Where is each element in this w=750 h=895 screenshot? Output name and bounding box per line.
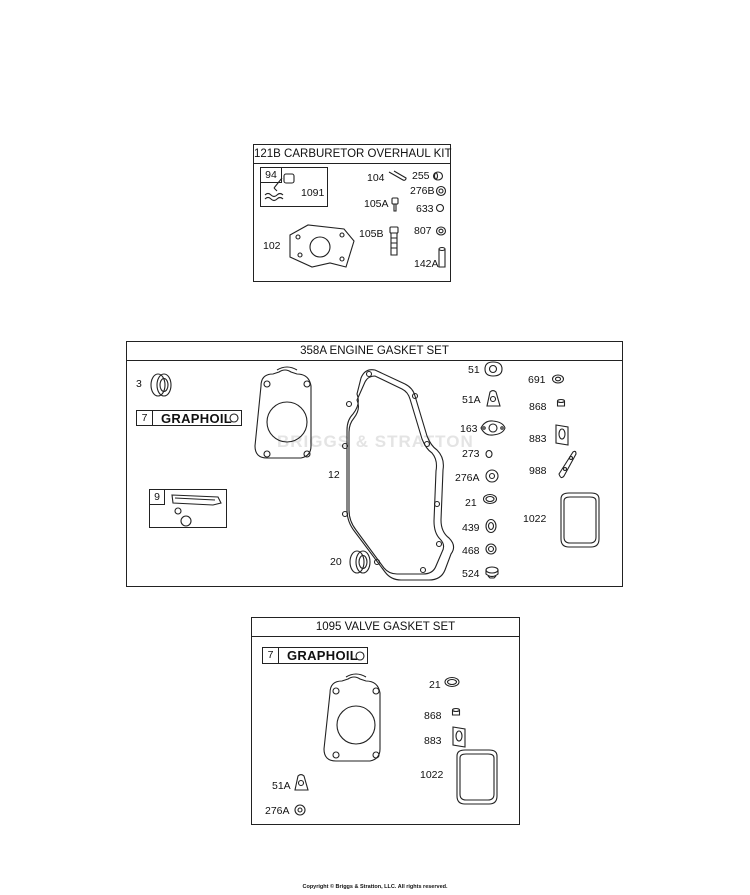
seal-691-part-icon[interactable]: [551, 373, 565, 385]
copyright-footer: Copyright © Briggs & Stratton, LLC. All rights reserved.: [302, 884, 448, 890]
part-label-1022[interactable]: 1022: [523, 513, 547, 525]
engine-gasket-set-title: 358A ENGINE GASKET SET: [127, 342, 622, 361]
valve-washer-276a-part-icon[interactable]: [293, 803, 307, 817]
part-7-graphoil-box[interactable]: [136, 410, 242, 426]
cylinder-head-gasket-part-icon[interactable]: [251, 366, 331, 474]
plug-part-icon[interactable]: [432, 170, 444, 182]
valve-seal-21-part-icon[interactable]: [443, 675, 461, 689]
spring-clip-part-icon[interactable]: [387, 169, 409, 183]
emulsion-tube-part-icon[interactable]: [387, 225, 401, 259]
carburetor-gasket-part-icon[interactable]: [284, 223, 356, 271]
breather-gasket-part-icon[interactable]: [167, 491, 227, 527]
washer-part-icon[interactable]: [435, 185, 447, 197]
gasket-883-part-icon[interactable]: [552, 422, 572, 448]
part-label-633[interactable]: 633: [416, 203, 434, 215]
jet-part-icon[interactable]: [389, 197, 401, 213]
part-label-276a[interactable]: 276A: [455, 472, 480, 484]
part-label-883[interactable]: 883: [529, 433, 547, 445]
o-ring-part-icon[interactable]: [435, 203, 445, 213]
engine-gasket-set-panel: [126, 341, 623, 587]
valve-gasket-51a-part-icon[interactable]: [292, 772, 310, 794]
part-label-468[interactable]: 468: [462, 545, 480, 557]
part-label-104[interactable]: 104: [367, 172, 385, 184]
part-label-988[interactable]: 988: [529, 465, 547, 477]
part-label-163[interactable]: 163: [460, 423, 478, 435]
part-9-number: 9: [150, 490, 165, 505]
part-label-102[interactable]: 102: [263, 240, 281, 252]
valve-part-label-883[interactable]: 883: [424, 735, 442, 747]
part-label-691[interactable]: 691: [528, 374, 546, 386]
part-label-142a[interactable]: 142A: [414, 258, 439, 270]
part-label-105a[interactable]: 105A: [364, 198, 389, 210]
pto-oil-seal-part-icon[interactable]: [346, 547, 374, 577]
valve-cover-gasket-1022-part-icon[interactable]: [449, 746, 503, 808]
part-label-439[interactable]: 439: [462, 522, 480, 534]
part-label-51a[interactable]: 51A: [462, 394, 481, 406]
seal-468-part-icon[interactable]: [484, 542, 498, 556]
valve-part-label-868[interactable]: 868: [424, 710, 442, 722]
plug-524-part-icon[interactable]: [484, 564, 500, 580]
valve-seal-868-part-icon[interactable]: [555, 398, 567, 410]
part-label-51[interactable]: 51: [468, 364, 480, 376]
valve-part-7-number: 7: [263, 648, 279, 663]
valve-part-label-21[interactable]: 21: [429, 679, 441, 691]
carburetor-kit-title: 121B CARBURETOR OVERHAUL KIT: [254, 145, 450, 164]
exhaust-gasket-part-icon[interactable]: [478, 418, 508, 438]
seal-21-part-icon[interactable]: [482, 493, 498, 505]
part-label-273[interactable]: 273: [462, 448, 480, 460]
valve-graphoil-brand: GRAPHOIL: [287, 648, 359, 663]
valve-gasket-set-title: 1095 VALVE GASKET SET: [252, 618, 519, 637]
gasket-988-part-icon[interactable]: [553, 448, 579, 480]
part-label-1091[interactable]: 1091: [301, 187, 325, 199]
oil-seal-part-icon[interactable]: [147, 370, 175, 400]
part-label-255[interactable]: 255: [412, 170, 430, 182]
registered-mark-icon: [229, 413, 239, 423]
seal-part-icon[interactable]: [435, 225, 447, 237]
part-label-3[interactable]: 3: [136, 378, 142, 390]
valve-registered-mark-icon: [355, 651, 365, 661]
part-label-276b[interactable]: 276B: [410, 185, 435, 197]
graphoil-brand: GRAPHOIL: [161, 411, 233, 426]
valve-head-gasket-part-icon[interactable]: [320, 673, 400, 773]
valve-part-label-1022[interactable]: 1022: [420, 769, 444, 781]
valve-part-label-276a[interactable]: 276A: [265, 805, 290, 817]
part-7-number: 7: [137, 411, 153, 425]
carburetor-overhaul-kit-panel: [253, 144, 451, 282]
washer-276a-part-icon[interactable]: [484, 468, 500, 484]
part-label-868[interactable]: 868: [529, 401, 547, 413]
part-94-number: 94: [261, 168, 282, 183]
seal-439-part-icon[interactable]: [484, 518, 498, 534]
washer-273-part-icon[interactable]: [484, 449, 494, 459]
gasket-51a-part-icon[interactable]: [484, 388, 502, 410]
pin-part-icon[interactable]: [437, 245, 447, 271]
part-label-105b[interactable]: 105B: [359, 228, 384, 240]
briggs-stratton-watermark: BRIGGS & STRATTON: [277, 432, 474, 451]
part-label-20[interactable]: 20: [330, 556, 342, 568]
part-label-12[interactable]: 12: [328, 469, 340, 481]
intake-gasket-part-icon[interactable]: [482, 360, 504, 378]
valve-gasket-set-panel: [251, 617, 520, 825]
part-label-524[interactable]: 524: [462, 568, 480, 580]
valve-part-7-graphoil-box[interactable]: [262, 647, 368, 664]
valve-cover-gasket-part-icon[interactable]: [553, 489, 603, 551]
valve-stem-seal-868-part-icon[interactable]: [450, 707, 462, 719]
part-label-807[interactable]: 807: [414, 225, 432, 237]
part-label-21[interactable]: 21: [465, 497, 477, 509]
valve-part-label-51a[interactable]: 51A: [272, 780, 291, 792]
